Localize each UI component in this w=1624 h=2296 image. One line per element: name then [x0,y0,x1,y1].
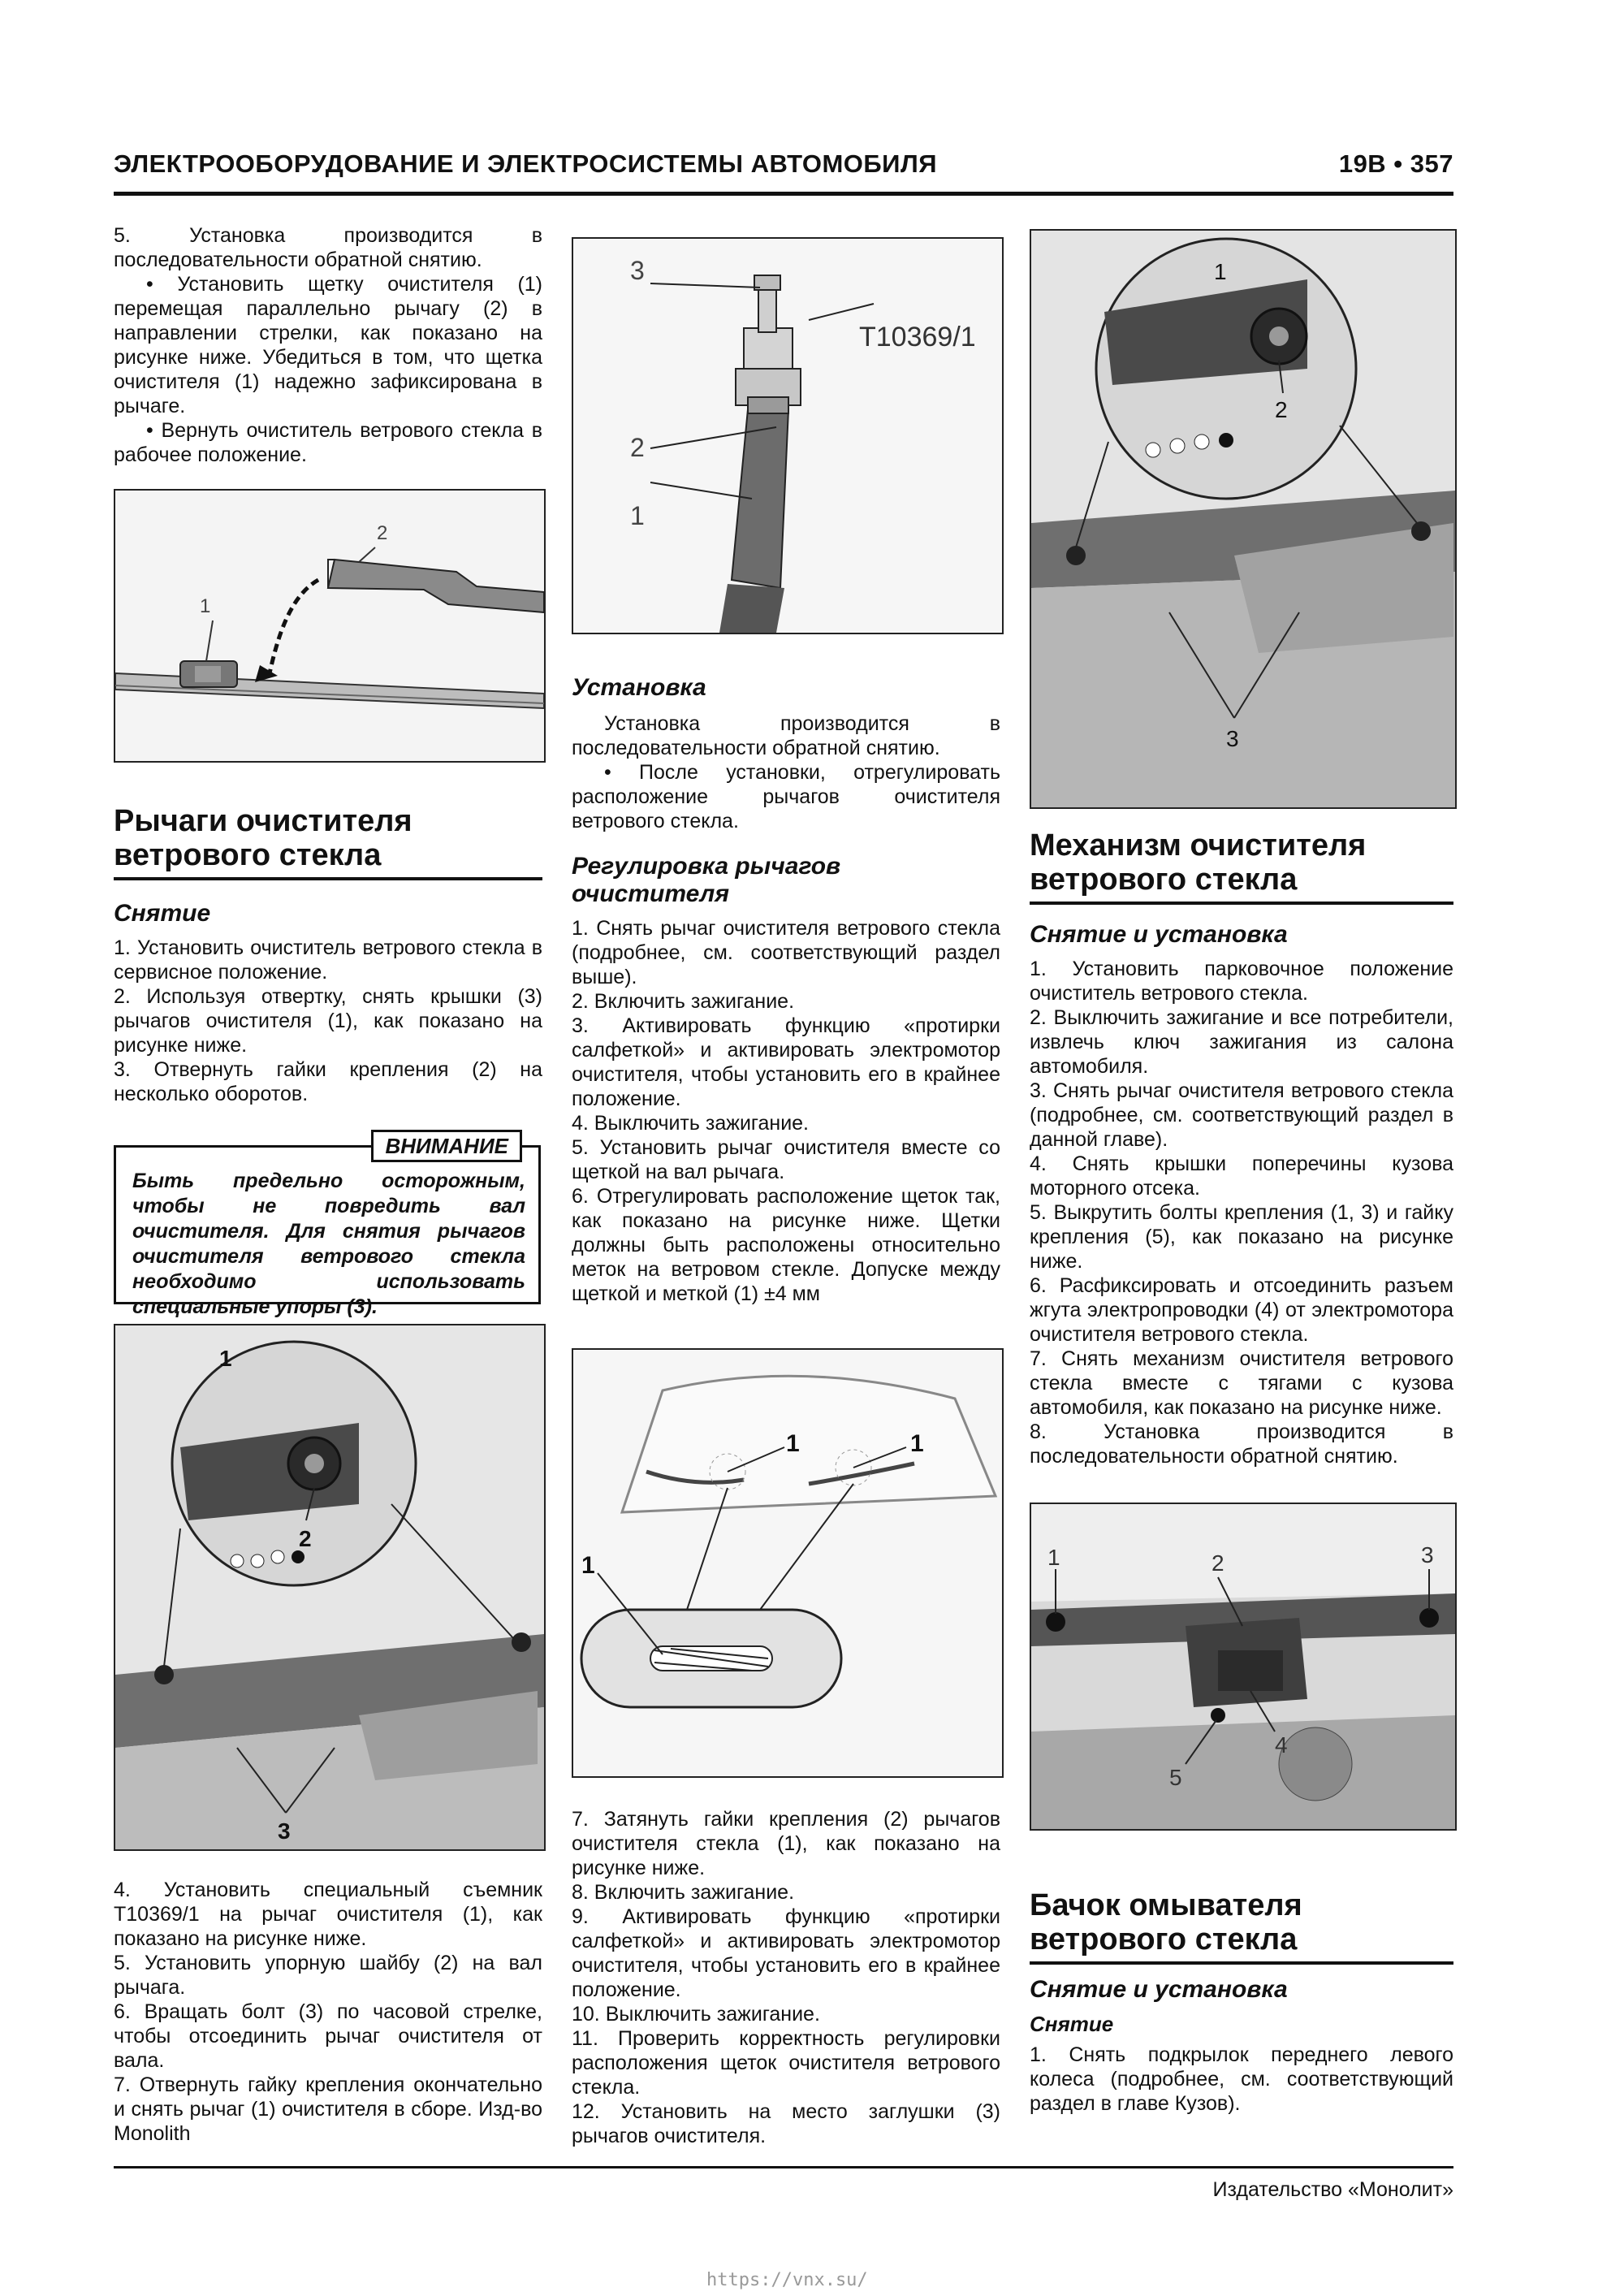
callout-label: 4 [1275,1732,1288,1758]
callout-label: 1 [910,1430,924,1457]
step: 6. Вращать болт (3) по часовой стрелке, чтобы отсоединить рычаг очистителя от вала. [114,2000,542,2072]
figure-puller-tool [572,237,1004,634]
callout-label: 1 [1047,1545,1060,1570]
running-head [114,145,1453,177]
callout-label: 1 [786,1430,800,1457]
callout-label: 1 [630,501,645,530]
callout-label: 3 [630,256,645,285]
step: 1. Установить парковочное положение очиститель ветрового стекла. [1030,958,1453,1005]
puller-tool-illustration [573,239,1002,633]
step: 8. Включить зажигание. [572,1881,795,1904]
step: 9. Активировать функцию «протирки салфеткой» и активировать электромотор очистителя, чтобы установить его в крайнее положение. [572,1905,1000,2001]
subsection-heading: Снятие и установка [1030,921,1288,948]
step: 1. Снять подкрылок переднего левого колеса (подробнее, см. соответствующий раздел в главе Кузов). [1030,2043,1453,2115]
chapter-title: ЭЛЕКТРООБОРУДОВАНИЕ И ЭЛЕКТРОСИСТЕМЫ АВТОМОБИЛЯ [114,149,937,178]
step: 1. Снять рычаг очистителя ветрового стекла (подробнее, см. соответствующий раздел выше). [572,917,1000,988]
step: 3. Активировать функцию «протирки салфеткой» и активировать электромотор очистителя, чтобы установить его в крайнее положение. [572,1014,1000,1110]
heading-rule [1030,1961,1453,1965]
callout-label: 2 [299,1526,312,1551]
step: 5. Выкрутить болты крепления (1, 3) и гайку крепления (5), как показано на рисунке ниже. [1030,1201,1453,1273]
callout-label: 1 [200,595,211,617]
subsection-heading: Снятие [1030,2012,1114,2036]
callout-label: 1 [219,1346,232,1371]
section-heading: Бачок омывателя ветрового стекла [1030,1888,1302,1957]
callout-label: 2 [377,522,388,544]
wiper-blade-illustration [115,491,544,761]
windscreen-marks-illustration [573,1350,1002,1776]
subsection-heading: Снятие [114,900,211,927]
figure-wiper-arm-photo [114,1324,546,1851]
footer-rule [114,2166,1453,2168]
heading-rule [114,877,542,880]
callout-label: 2 [1275,397,1288,422]
wiper-motor-photo [1031,1504,1455,1829]
callout-label: 3 [1421,1542,1434,1567]
step: 10. Выключить зажигание. [572,2003,820,2026]
wiper-arm-photo [115,1325,544,1849]
section-washer-reservoir [1030,1888,1453,2116]
section-wiper-mechanism [1030,828,1453,1468]
callout-label: 3 [1226,726,1239,751]
publisher-credit: Издательство «Монолит» [1212,2178,1453,2201]
tool-label: T10369/1 [859,322,976,352]
steps-remove-arm [114,1878,542,2146]
step: 4. Выключить зажигание. [572,1112,810,1135]
step: 2. Выключить зажигание и все потребители, извлечь ключ зажигания из салона автомобиля. [1030,1006,1453,1078]
callout-label: 5 [1169,1765,1182,1790]
figure-wiper-motor [1030,1503,1457,1831]
step: 1. Установить очиститель ветрового стекла в сервисное положение. [114,936,542,984]
callout-label: 1 [581,1552,595,1579]
step: 6. Расфиксировать и отсоединить разъем жгута электропроводки (4) от электромотора очистителя ветрового стекла. [1030,1274,1453,1346]
page-number: 19В • 357 [1338,149,1453,178]
warning-title: ВНИМАНИЕ [371,1130,522,1162]
callout-label: 3 [278,1818,291,1844]
callout-label: 2 [1212,1550,1224,1576]
step: 2. Включить зажигание. [572,990,795,1013]
step: 3. Отвернуть гайки крепления (2) на несколько оборотов. [114,1058,542,1105]
watermark-url[interactable]: https://vnx.su/ [706,2270,868,2290]
heading-rule [1030,902,1453,905]
subsection-heading: Снятие и установка [1030,1976,1288,2003]
step: 3. Снять рычаг очистителя ветрового стекла (подробнее, см. соответствующий раздел в данной главе). [1030,1079,1453,1151]
step: 2. Используя отвертку, снять крышки (3) рычагов очистителя (1), как показано на рисунке ниже. [114,985,542,1057]
wiper-arm-photo-2 [1031,231,1455,807]
step: 5. Установить рычаг очистителя вместе со щеткой на вал рычага. [572,1136,1000,1183]
paragraph: • Вернуть очиститель ветрового стекла в рабочее положение. [114,419,542,466]
section-wiper-arms [114,804,542,1106]
section-installation [572,674,1000,1306]
callout-label: 2 [630,433,645,462]
paragraph: • После установки, отрегулировать расположение рычагов очистителя ветрового стекла. [572,761,1000,832]
header-rule [114,192,1453,196]
paragraph: Установка производится в последовательности обратной снятию. [572,712,1000,759]
section-heading: Рычаги очистителя ветрового стекла [114,804,412,872]
step: 7. Снять механизм очистителя ветрового стекла вместе с тягами с кузова автомобиля, как показано на рисунке ниже. [1030,1347,1453,1419]
step: 6. Отрегулировать расположение щеток так, как показано на рисунке ниже. Щетки должны быть расположены относительно меток на ветровом стекле. Допуске между щеткой и меткой (1) ±4 мм [572,1185,1000,1305]
step: 4. Снять крышки поперечины кузова моторного отсека. [1030,1152,1453,1200]
step: 5. Установить упорную шайбу (2) на вал рычага. [114,1952,542,1999]
warning-text: Быть предельно осторожным, чтобы не повредить вал очистителя. Для снятия рычагов очистителя ветрового стекла необходимо использовать специальные упоры (3). [132,1170,525,1318]
steps-tighten [572,1807,1000,2148]
step: 4. Установить специальный съемник T10369/1 на рычаг очистителя (1), как показано на рисунке ниже. [114,1879,542,1950]
figure-wiper-arm-photo-2 [1030,229,1457,809]
paragraph: 5. Установка производится в последовательности обратной снятию. [114,224,542,271]
callout-label: 1 [1214,259,1227,284]
paragraph: • Установить щетку очистителя (1) перемещая параллельно рычагу (2) в направлении стрелки, как показано на рисунке ниже. Убедиться в том, что щетка очистителя (1) надежно зафиксирована в рычаге. [114,273,542,417]
column-1 [114,223,542,467]
subsection-heading: Установка [572,674,706,701]
step: 7. Затянуть гайки крепления (2) рычагов очистителя стекла (1), как показано на рисунке ниже. [572,1808,1000,1879]
step: 11. Проверить корректность регулировки расположения щеток очистителя ветрового стекла. [572,2027,1000,2099]
section-heading: Механизм очистителя ветрового стекла [1030,828,1367,897]
step: 8. Установка производится в последовательности обратной снятию. [1030,1420,1453,1468]
step: 12. Установить на место заглушки (3) рычагов очистителя. [572,2100,1000,2147]
figure-wiper-blade [114,489,546,763]
warning-box [114,1134,541,1318]
step: 7. Отвернуть гайку крепления окончательно и снять рычаг (1) очистителя в сборе. Изд-во Monolith [114,2073,542,2145]
subsection-heading: Регулировка рычагов очистителя [572,853,841,907]
figure-windscreen-marks [572,1348,1004,1778]
